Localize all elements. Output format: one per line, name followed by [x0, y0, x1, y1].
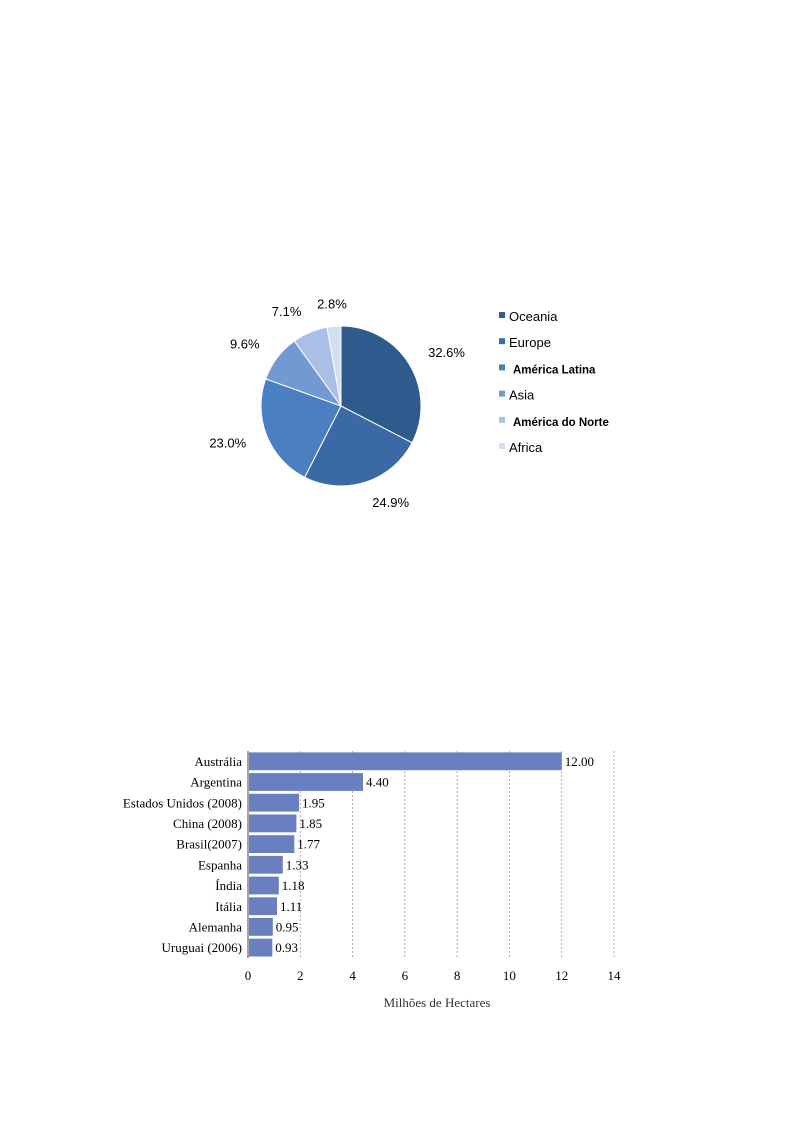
legend-label: Asia [509, 387, 535, 403]
pie-data-label: 32.6% [428, 345, 465, 360]
x-tick-label: 12 [555, 968, 569, 983]
category-label: Índia [215, 878, 242, 894]
bar [249, 939, 272, 957]
category-label: Austrália [194, 753, 242, 769]
bar [249, 856, 283, 874]
value-label: 1.85 [299, 816, 323, 831]
category-label: China (2008) [173, 816, 242, 831]
category-label: Estados Unidos (2008) [122, 795, 242, 811]
x-tick-label: 4 [349, 968, 356, 983]
legend-label: Oceania [509, 309, 558, 324]
pie-data-label: 23.0% [209, 435, 247, 451]
category-label: Uruguai (2006) [161, 940, 242, 956]
bar [249, 815, 296, 833]
bar [249, 835, 294, 853]
value-label: 1.95 [302, 795, 325, 811]
x-tick-label: 6 [401, 968, 409, 983]
value-label: 1.33 [285, 857, 309, 873]
legend-label: Africa [509, 440, 543, 455]
x-axis-title: Milhões de Hectares [383, 995, 491, 1010]
x-tick-label: 0 [244, 968, 252, 983]
value-label: 0.93 [275, 940, 299, 956]
value-label: 12.00 [564, 753, 594, 769]
category-label: Argentina [190, 774, 242, 790]
category-label: Itália [215, 898, 242, 914]
value-label: 1.77 [297, 836, 321, 852]
x-tick-label: 8 [453, 968, 461, 983]
value-label: 1.11 [280, 898, 303, 914]
category-label: Brasil(2007) [176, 836, 242, 852]
bar [249, 752, 562, 770]
bar [249, 794, 299, 812]
category-label: Espanha [197, 857, 242, 873]
legend-label: América Latina [513, 364, 596, 377]
legend-label: Europe [509, 335, 551, 351]
pie-data-label: 7.1% [271, 304, 302, 319]
bar [249, 918, 273, 936]
x-tick-label: 2 [297, 968, 304, 983]
value-label: 4.40 [366, 774, 389, 790]
pie-data-label: 9.6% [229, 336, 260, 352]
bar [249, 897, 277, 915]
x-tick-label: 10 [502, 968, 516, 983]
value-label: 1.18 [281, 878, 305, 894]
legend-label: América do Norte [513, 416, 609, 429]
pie-data-label: 2.8% [317, 296, 347, 312]
value-label: 0.95 [275, 919, 299, 935]
category-label: Alemanha [188, 919, 242, 935]
x-tick-label: 14 [607, 968, 621, 983]
bar [249, 773, 363, 791]
bar [249, 877, 279, 895]
pie-data-label: 24.9% [372, 495, 410, 511]
